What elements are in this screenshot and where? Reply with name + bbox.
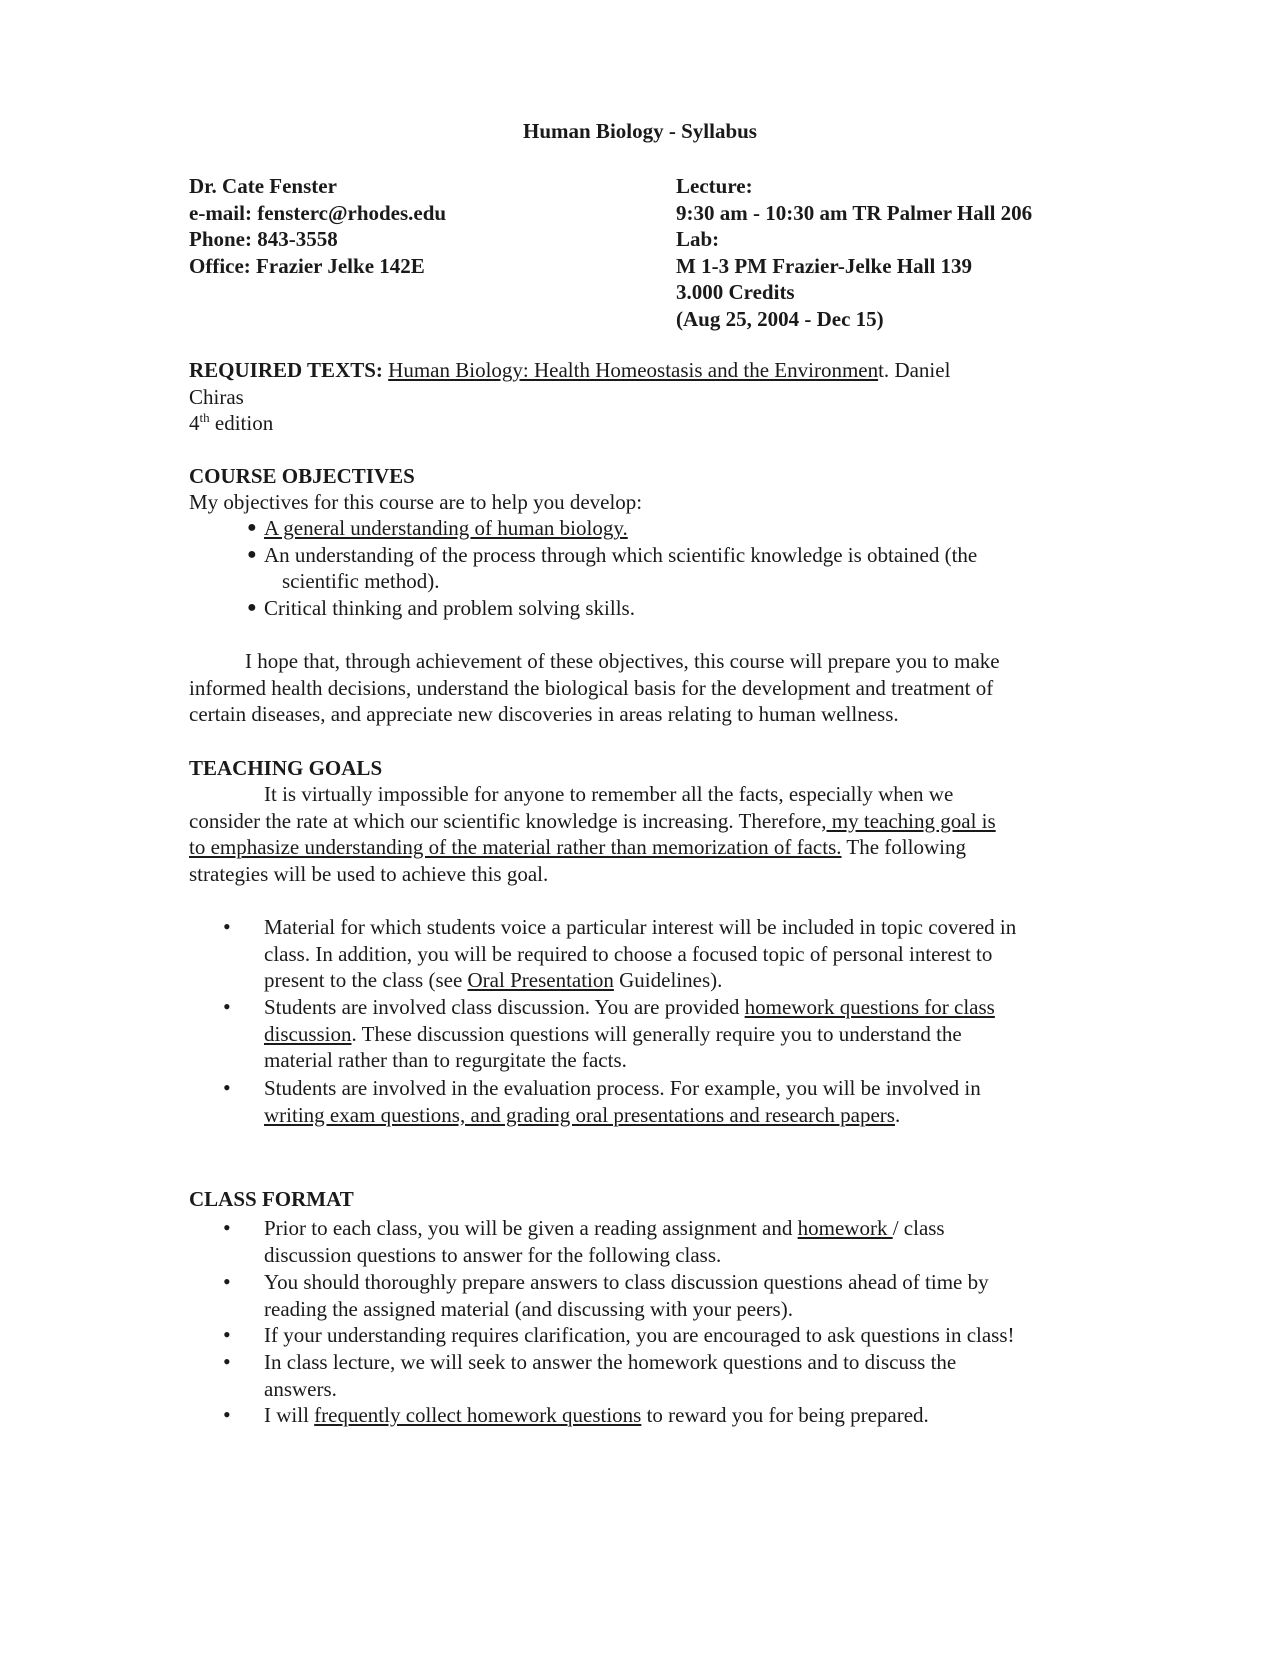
tg-b3-l2 (264, 1102, 981, 1129)
cf-b4-l2: answers. (264, 1376, 337, 1401)
homework-link: homework (797, 1216, 893, 1240)
collect-homework-link: frequently collect homework questions (314, 1403, 642, 1427)
cf-b5-b: to reward you for being prepared. (641, 1403, 929, 1427)
author-first: Daniel (889, 358, 951, 382)
tg-line-1: It is virtually impossible for anyone to remember all the facts, especially when we (264, 782, 954, 806)
lecture-label: Lecture: (676, 174, 753, 198)
tg-b2-l2b: . These discussion questions will generally require you to understand the (351, 1021, 962, 1046)
tg-line-2 (189, 808, 996, 835)
tg-line-3a: to emphasize understanding of the material rather than memorization of facts. (189, 835, 842, 859)
schedule-block (676, 173, 1032, 332)
required-texts-label: REQUIRED TEXTS: (189, 358, 383, 382)
tg-line-4: strategies will be used to achieve this goal. (189, 861, 549, 886)
cf-bullet: • (223, 1322, 231, 1347)
objectives-para-line: I hope that, through achievement of these objectives, this course will prepare you to make (245, 649, 1000, 673)
required-texts-line (189, 357, 950, 384)
page-title: Human Biology - Syllabus (523, 119, 757, 143)
cf-b5-a: I will (264, 1403, 315, 1427)
tg-b1-l2: class. In addition, you will be required to choose a focused topic of personal interest to (264, 941, 993, 966)
objective-bullet: ● (247, 599, 257, 616)
tg-b2-l2 (264, 1021, 995, 1048)
instructor-block (189, 173, 446, 279)
teaching-goals-heading: TEACHING GOALS (189, 756, 383, 780)
course-objectives-heading: COURSE OBJECTIVES (189, 464, 415, 488)
edition (189, 410, 950, 437)
edition-sup: th (199, 410, 210, 425)
objective-bullet: ● (247, 519, 257, 536)
course-objectives-intro: My objectives for this course are to help you develop: (189, 490, 643, 514)
cf-bullet: • (223, 1402, 231, 1427)
teaching-goals-paragraph (189, 781, 996, 887)
credits: 3.000 Credits (676, 280, 795, 304)
tg-bullet: • (223, 994, 231, 1019)
cf-b1-l1a: Prior to each class, you will be given a reading assignment and (264, 1216, 798, 1240)
tg-b1-l3b: Guidelines). (613, 968, 723, 992)
tg-line-3 (189, 834, 996, 861)
cf-b1-l1 (264, 1215, 945, 1242)
cf-b1-l2: discussion questions to answer for the following class. (264, 1242, 722, 1267)
course-dates: (Aug 25, 2004 - Dec 15) (676, 306, 884, 331)
cf-b2-l1: You should thoroughly prepare answers to class discussion questions ahead of time by (264, 1270, 989, 1294)
tg-bullet-1 (264, 914, 1016, 994)
instructor-email: e-mail: fensterc@rhodes.edu (189, 200, 447, 225)
instructor-phone: Phone: 843-3558 (189, 227, 338, 251)
tg-b2-l3: material rather than to regurgitate the facts. (264, 1048, 627, 1072)
oral-presentation-link: Oral Presentation (467, 968, 614, 992)
tg-line-2a: consider the rate at which our scientific knowledge is increasing. Therefore, (189, 808, 827, 833)
cf-b4-l1: In class lecture, we will seek to answer the homework questions and to discuss the (264, 1350, 957, 1374)
cf-bullet-2 (264, 1269, 989, 1322)
tg-b1-l1: Material for which students voice a particular interest will be included in topic covered in (264, 915, 1017, 939)
class-format-heading: CLASS FORMAT (189, 1187, 354, 1211)
required-texts (189, 357, 950, 437)
cf-bullet: • (223, 1349, 231, 1374)
tg-line-2b: my teaching goal is (826, 808, 996, 833)
edition-num: 4 (189, 411, 200, 435)
cf-bullet: • (223, 1269, 231, 1294)
tg-bullet: • (223, 914, 231, 939)
lab-time: M 1-3 PM Frazier-Jelke Hall 139 (676, 253, 973, 278)
objective-item-1: A general understanding of human biology. (264, 516, 628, 540)
discussion-link: discussion (264, 1021, 352, 1046)
objectives-para-line: certain diseases, and appreciate new discoveries in areas relating to human wellness. (189, 702, 899, 726)
objective-item-3: Critical thinking and problem solving skills. (264, 596, 635, 620)
instructor-office: Office: Frazier Jelke 142E (189, 253, 425, 278)
homework-questions-link: homework questions for class (744, 995, 995, 1019)
objectives-para-line: informed health decisions, understand the biological basis for the development and treatment of (189, 675, 994, 700)
objectives-paragraph (189, 648, 1000, 728)
tg-b3-l1: Students are involved in the evaluation process. For example, you will be involved in (264, 1076, 981, 1100)
tg-b3-l2b: . (894, 1102, 901, 1127)
tg-b2-l1a: Students are involved class discussion. You are provided (264, 995, 745, 1019)
lab-label: Lab: (676, 227, 720, 251)
cf-bullet-1 (264, 1215, 945, 1268)
tg-bullet: • (223, 1075, 231, 1100)
instructor-name: Dr. Cate Fenster (189, 174, 337, 198)
edition-word: edition (209, 411, 274, 435)
cf-bullet-5 (264, 1402, 929, 1428)
objective-bullet: ● (247, 546, 257, 563)
book-title-end: t. (878, 358, 890, 382)
tg-line-3b: The following (841, 835, 966, 859)
tg-b1-l3a: present to the class (see (264, 968, 468, 992)
tg-b2-l1 (264, 994, 995, 1021)
book-title: Human Biology: Health Homeostasis and the Environmen (388, 358, 879, 382)
objective-item-2: An understanding of the process through which scientific knowledge is obtained (the (264, 543, 978, 567)
exam-questions-link: writing exam questions, and grading oral presentations and research papers (264, 1102, 895, 1127)
cf-b1-l1b: / class (892, 1216, 945, 1240)
cf-bullet-4 (264, 1349, 956, 1402)
tg-bullet-3 (264, 1075, 981, 1128)
tg-b1-l3 (264, 967, 1016, 994)
lecture-time: 9:30 am - 10:30 am TR Palmer Hall 206 (676, 200, 1033, 225)
cf-b2-l2: reading the assigned material (and discussing with your peers). (264, 1296, 793, 1321)
cf-bullet-3: If your understanding requires clarification, you are encouraged to ask questions in class! (264, 1323, 1015, 1347)
objective-item-2-cont: scientific method). (282, 569, 440, 593)
author-last: Chiras (189, 384, 244, 409)
tg-bullet-2 (264, 994, 995, 1074)
cf-bullet: • (223, 1215, 231, 1240)
